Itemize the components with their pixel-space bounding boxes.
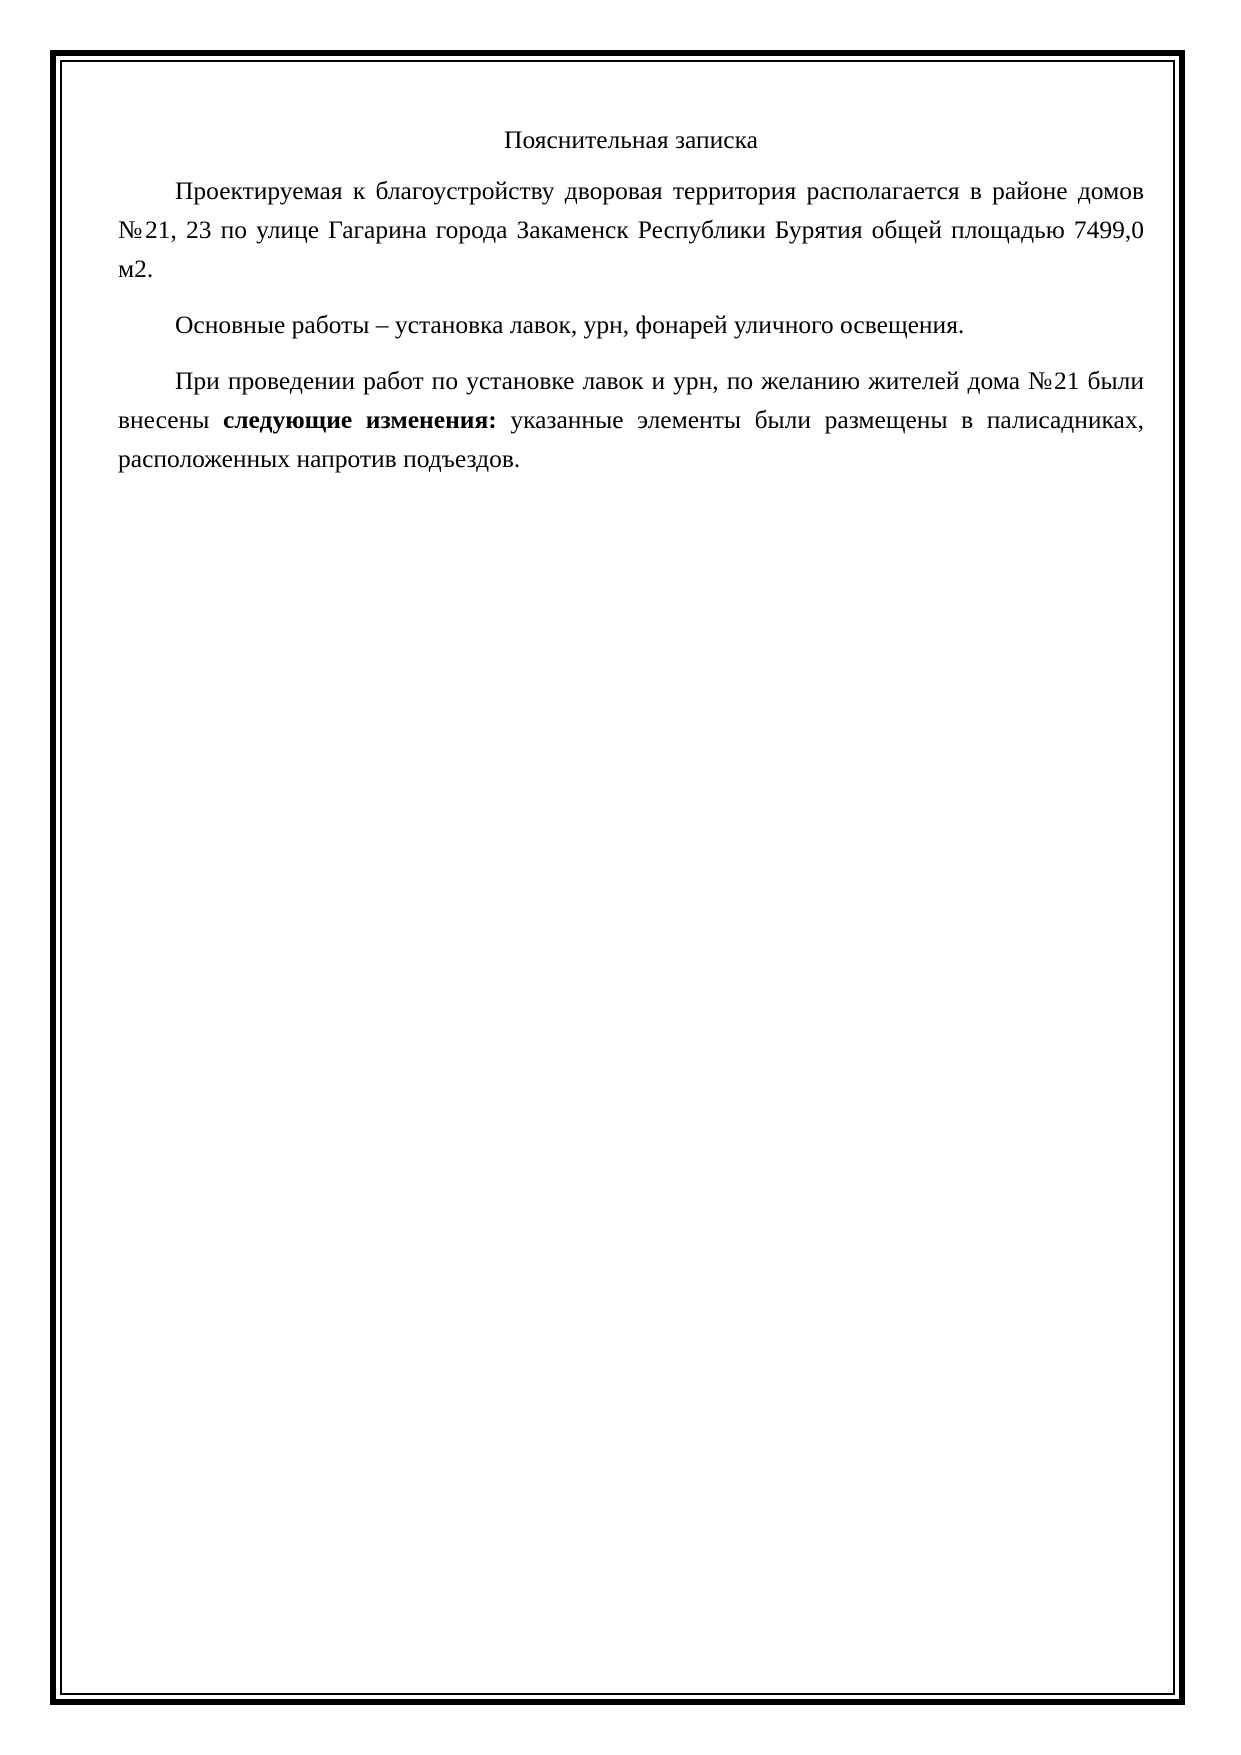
paragraph-changes-bold: следующие изменения: — [222, 405, 497, 434]
paragraph-changes-text-after: указанные элементы были размещены в палисадниках, расположенных напротив подъездов. — [118, 405, 1144, 473]
document-title: Пояснительная записка — [504, 125, 758, 154]
paragraph-changes-text-before: При проведении работ по установке лавок и урн, по желанию жителей дома №21 были внесены — [118, 366, 1144, 434]
document-body — [118, 120, 1144, 495]
paragraph-location: Проектируемая к благоустройству дворовая территория располагается в районе домов №21, 23 по улице Гагарина города Закаменск Республики Бурятия общей площадью 7499,0 м2. — [118, 176, 1144, 283]
paragraph-main-works: Основные работы – установка лавок, урн, фонарей уличного освещения. — [175, 310, 965, 339]
paragraph-changes — [118, 361, 1144, 478]
